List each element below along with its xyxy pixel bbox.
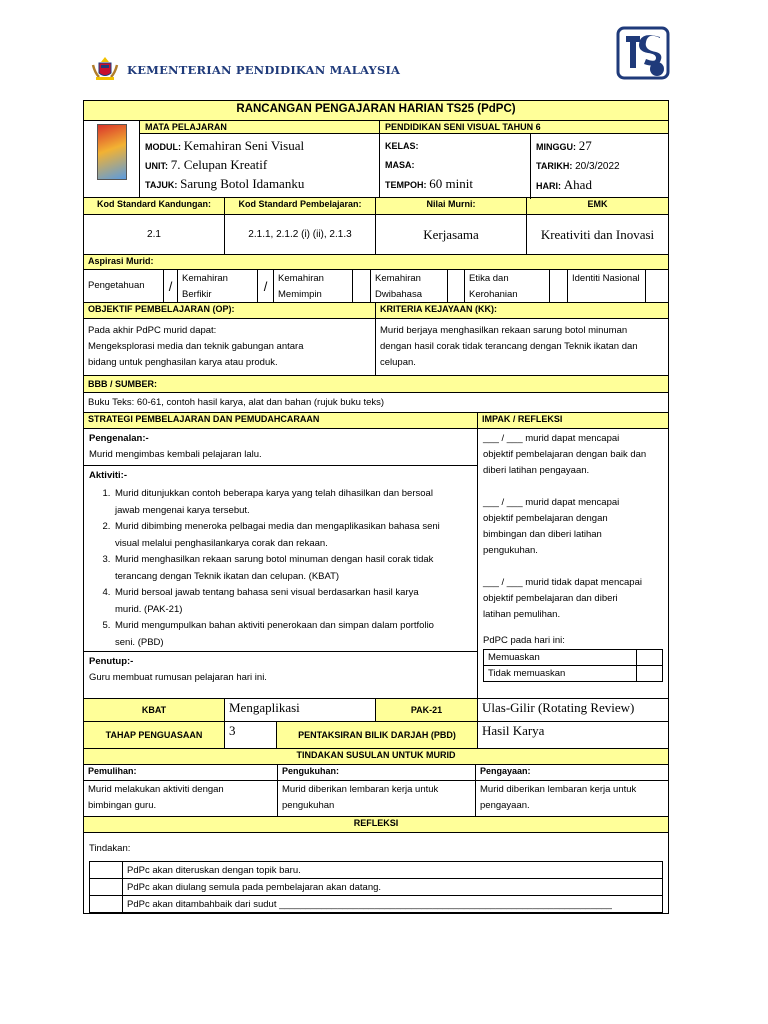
pengenalan-text: Murid mengimbas kembali pelajaran lalu. [89,449,262,460]
minggu-value: 27 [578,138,592,153]
refleksi-row [84,833,668,913]
pdpc-option-memuaskan: Memuaskan [484,650,637,665]
aktiviti-item-0: 1. Murid ditunjukkan contoh beberapa karya yang telah dihasilkan dan bersoal jawab mengenai karya tersebut. [113,486,472,519]
aspirasi-mark-3[interactable] [448,270,465,302]
lesson-plan-title-row [84,101,668,121]
pemulihan-text: Murid melakukan aktiviti dengan bimbingan guru. [84,781,278,816]
susulan-labels-row [84,765,668,781]
pengukuhan-label: Pengukuhan: [278,765,476,780]
pdpc-options [483,649,663,682]
aspirasi-mark-4[interactable] [550,270,568,302]
aspirasi-item-1: Kemahiran Berfikir [178,270,258,302]
kk-label: KRITERIA KEJAYAAN (KK): [380,304,498,314]
tempoh-value: 60 minit [429,176,473,191]
ts25-logo-icon [616,26,670,82]
masa-label: MASA: [385,160,415,170]
pemulihan-label: Pemulihan: [84,765,278,780]
tindakan-checkbox-1[interactable] [90,879,123,896]
aspirasi-item-2: Kemahiran Memimpin [274,270,353,302]
kk-line-0: Murid berjaya menghasilkan rekaan sarung botol minuman [380,325,628,336]
aspirasi-mark-0[interactable]: / [164,270,178,302]
tindakan-option-0: PdPc akan diteruskan dengan topik baru. [123,862,663,879]
aktiviti-list [89,486,472,651]
hari-value: Ahad [563,177,592,192]
emk-value: Kreativiti dan Inovasi [540,226,655,242]
ksk-label: Kod Standard Kandungan: [84,198,225,214]
pdpc-checkbox-memuaskan[interactable] [637,650,662,665]
tahap-value: 3 [225,722,277,748]
op-label: OBJEKTIF PEMBELAJARAN (OP): [84,303,376,318]
op-line-1: Mengeksplorasi media dan teknik gabungan antara [88,341,304,352]
kbat-value: Mengaplikasi [225,699,376,721]
tarikh-value: 20/3/2022 [575,161,620,172]
pengukuhan-text: Murid diberikan lembaran kerja untuk pengukuhan [278,781,476,816]
kk-line-1: dengan hasil corak tidak terancang dengan Teknik ikatan dan [380,341,638,352]
tindakan-option-row [90,862,663,879]
susulan-label: TINDAKAN SUSULAN UNTUK MURID [296,750,456,760]
modul-value: Kemahiran Seni Visual [183,138,305,153]
susulan-header-row [84,749,668,765]
objektif-row [84,319,668,376]
pdpc-option-tidak-memuaskan: Tidak memuaskan [484,666,637,681]
textbook-image [97,124,127,180]
aspirasi-item-5: Identiti Nasional [568,270,646,302]
aspirasi-header-row [84,255,668,270]
penutup-text: Guru membuat rumusan pelajaran hari ini. [89,672,267,683]
kbat-label: KBAT [84,699,225,721]
lesson-plan-sheet [83,100,669,914]
tahap-label: TAHAP PENGUASAAN [84,722,225,748]
textbook-cover [84,121,140,197]
aspirasi-mark-1[interactable]: / [258,270,274,302]
aspirasi-item-0: Pengetahuan [84,270,164,302]
nilai-value: Kerjasama [376,215,527,254]
mata-pelajaran-label: MATA PELAJARAN [140,121,379,134]
impak-block-0: ___ / ___ murid dapat mencapai objektif pembelajaran dengan baik dan diberi latihan pengayaan. [483,433,647,476]
tindakan-options-table [89,861,663,913]
kelas-label: KELAS: [385,141,419,151]
standards-header-row [84,198,668,215]
pengayaan-text: Murid diberikan lembaran kerja untuk pengayaan. [480,784,637,811]
pdpc-label: PdPC pada hari ini: [483,635,565,646]
ksp-value: 2.1.1, 2.1.2 (i) (ii), 2.1.3 [225,215,376,254]
aspirasi-item-4: Etika dan Kerohanian [465,270,550,302]
subject-name: PENDIDIKAN SENI VISUAL TAHUN 6 [380,121,668,134]
aspirasi-row [84,270,668,303]
kk-text [376,319,668,375]
aspirasi-mark-2[interactable] [353,270,371,302]
bbb-text: Buku Teks: 60-61, contoh hasil karya, alat dan bahan (rujuk buku teks) [88,397,385,408]
tempoh-label: TEMPOH: [385,180,427,190]
tahap-row [84,722,668,749]
pdpc-checkbox-tidak-memuaskan[interactable] [637,666,662,681]
pak-value: Ulas-Gilir (Rotating Review) [482,700,635,715]
impak-block-2: ___ / ___ murid tidak dapat mencapai objektif pembelajaran dan diberi latihan pemulihan. [483,577,642,620]
op-text [84,319,376,375]
pbd-value: Hasil Karya [482,723,545,738]
tindakan-checkbox-2[interactable] [90,896,123,913]
tindakan-label: Tindakan: [89,843,131,854]
tindakan-option-1: PdPc akan diulang semula pada pembelajaran akan datang. [123,879,663,896]
tindakan-option-2: PdPc akan ditambahbaik dari sudut _______________________________________________________________ [123,896,663,913]
refleksi-label: REFLEKSI [353,818,399,828]
tajuk-value: Sarung Botol Idamanku [180,176,305,191]
modul-label: MODUL: [145,142,181,152]
aktiviti-label: Aktiviti:- [89,470,127,481]
kk-line-2: celupan. [380,357,416,368]
aspirasi-label: Aspirasi Murid: [88,256,154,266]
strategi-label: STRATEGI PEMBELAJARAN DAN PEMUDAHCARAAN [84,413,478,428]
pengenalan-label: Pengenalan:- [89,433,149,444]
aspirasi-mark-5[interactable] [646,270,668,302]
impak-panel [478,429,668,698]
kbat-row [84,699,668,722]
aktiviti-item-2: 3. Murid menghasilkan rekaan sarung botol minuman dengan hasil corak tidak terancang dengan Teknik ikatan dan celupan. (KBAT) [113,552,472,585]
objektif-header-row [84,303,668,319]
ksp-label: Kod Standard Pembelajaran: [225,198,376,214]
ksk-value: 2.1 [84,215,225,254]
refleksi-header-row [84,817,668,833]
bbb-row [84,393,668,413]
strategi-header-row [84,413,668,429]
penutup-label: Penutup:- [89,656,134,667]
bbb-header-row [84,376,668,393]
tarikh-label: TARIKH: [536,161,573,171]
lesson-plan-title: RANCANGAN PENGAJARAN HARIAN TS25 (PdPC) [236,103,516,115]
pbd-label: PENTAKSIRAN BILIK DARJAH (PBD) [277,722,478,748]
aspirasi-item-3: Kemahiran Dwibahasa [371,270,448,302]
hari-label: HARI: [536,181,561,191]
tindakan-option-row [90,879,663,896]
unit-label: UNIT: [145,161,168,171]
pengayaan-label: Pengayaan: [480,766,531,776]
aktiviti-item-3: 4. Murid bersoal jawab tentang bahasa seni visual berdasarkan hasil karya murid. (PAK-21) [113,585,472,618]
standards-value-row [84,215,668,255]
aktiviti-item-4: 5. Murid mengumpulkan bahan aktiviti penerokaan dan simpan dalam portfolio seni. (PBD) [113,618,472,651]
ministry-name: KEMENTERIAN PENDIDIKAN MALAYSIA [127,63,401,77]
minggu-label: MINGGU: [536,142,576,152]
impak-block-1: ___ / ___ murid dapat mencapai objektif pembelajaran dengan bimbingan dan diberi latihan pengukuhan. [483,497,620,556]
unit-value: 7. Celupan Kreatif [170,157,268,172]
susulan-values-row [84,781,668,817]
page-header [0,0,768,100]
subject-block [84,121,668,198]
impak-label: IMPAK / REFLEKSI [482,414,563,424]
tajuk-label: TAJUK: [145,180,178,190]
bbb-label: BBB / SUMBER: [88,379,157,389]
pak-label: PAK-21 [376,699,478,721]
malaysia-crest-icon [90,55,120,83]
emk-label: EMK [587,199,608,209]
tindakan-checkbox-0[interactable] [90,862,123,879]
nilai-label: Nilai Murni: [376,198,527,214]
strategi-row [84,429,668,699]
aktiviti-item-1: 2. Murid dibimbing meneroka pelbagai media dan mengaplikasikan bahasa seni visual melalui penghasilankarya corak dan rekaan. [113,519,472,552]
op-line-0: Pada akhir PdPC murid dapat: [88,325,217,336]
op-line-2: bidang untuk penghasilan karya atau produk. [88,357,278,368]
tindakan-option-row [90,896,663,913]
